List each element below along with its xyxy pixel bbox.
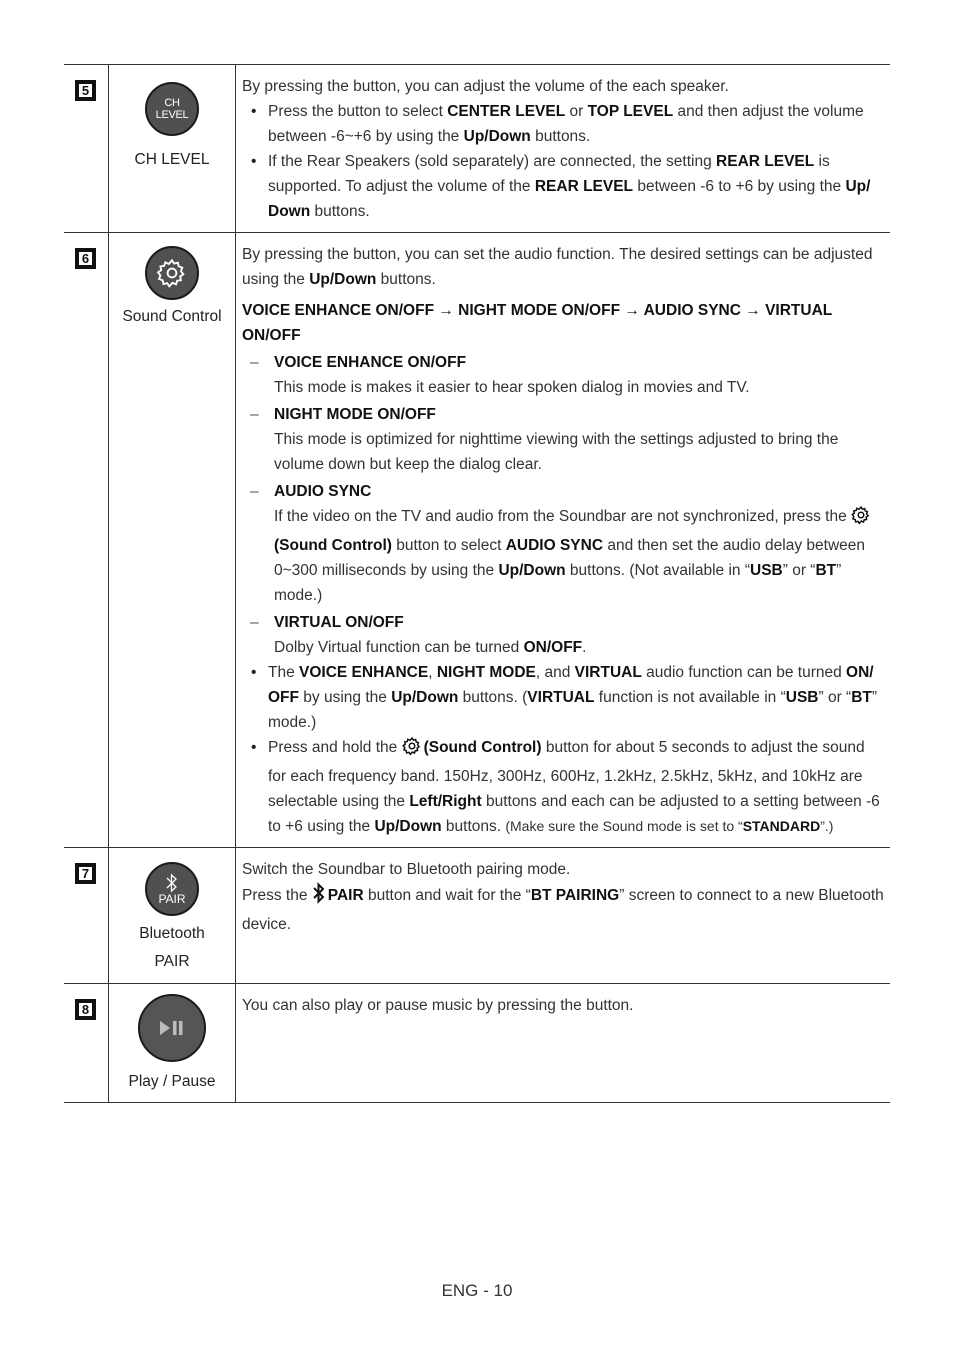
description-line: Switch the Soundbar to Bluetooth pairing mode. <box>242 861 571 878</box>
row-number-badge: 7 <box>75 863 96 884</box>
button-label: Sound Control <box>122 308 222 325</box>
list-item: • The VOICE ENHANCE, NIGHT MODE, and VIRTUAL audio function can be turned ON/ OFF by using the Up/Down buttons. (VIRTUAL function is not available in “USB” or “BT” mode.) <box>242 660 884 735</box>
mode-sequence: VOICE ENHANCE ON/OFF → NIGHT MODE ON/OFF → AUDIO SYNC → VIRTUAL ON/OFF <box>242 302 832 344</box>
table-row <box>64 984 890 1103</box>
table-row <box>64 65 890 233</box>
mode-item: – NIGHT MODE ON/OFF This mode is optimized for nighttime viewing with the settings adjusted to bring the volume down but keep the dialog clear. <box>250 406 839 473</box>
button-label: Bluetooth PAIR <box>139 925 205 970</box>
list-item: • Press the button to select CENTER LEVEL or TOP LEVEL and then adjust the volume between -6~+6 by using the Up/Down buttons. <box>242 99 884 149</box>
ch-level-button-icon: CH LEVEL <box>145 82 199 136</box>
function-table <box>64 64 890 1103</box>
description-line: You can also play or pause music by pressing the button. <box>242 997 634 1014</box>
mode-item: – VIRTUAL ON/OFF Dolby Virtual function can be turned ON/OFF. <box>250 614 587 656</box>
bluetooth-icon <box>312 882 326 912</box>
row-number-badge: 8 <box>75 999 96 1020</box>
mode-item: – VOICE ENHANCE ON/OFF This mode is makes it easier to hear spoken dialog in movies and TV. <box>250 354 750 396</box>
description-intro: By pressing the button, you can adjust the volume of the each speaker. <box>242 78 729 95</box>
mode-item: – AUDIO SYNC If the video on the TV and audio from the Soundbar are not synchronized, press the (Sound Control) button to select AUDIO SYNC and then set the audio delay between 0~300 milliseconds by using the Up/Down buttons. (Not available in “USB” or “BT” mode.) <box>242 479 884 608</box>
gear-icon <box>402 736 422 764</box>
table-row <box>64 233 890 848</box>
list-item: • Press and hold the (Sound Control) button for about 5 seconds to adjust the sound for each frequency band. 150Hz, 300Hz, 600Hz, 1.2kHz, 2.5kHz, 5kHz, and 10kHz are selectable using the Left/Right buttons and each can be adjusted to a setting between -6 to +6 using the Up/Down buttons. (Make sure the Sound mode is set to “STANDARD”.) <box>242 735 884 839</box>
play-pause-icon <box>138 994 206 1062</box>
button-label: CH LEVEL <box>134 151 210 168</box>
gear-icon <box>145 246 199 300</box>
table-row <box>64 848 890 984</box>
row-number-badge: 5 <box>75 80 96 101</box>
list-item: • If the Rear Speakers (sold separately) are connected, the setting REAR LEVEL is supported. To adjust the volume of the REAR LEVEL between -6 to +6 by using the Up/ Down buttons. <box>242 149 884 224</box>
description-intro: By pressing the button, you can set the audio function. The desired settings can be adjusted using the Up/Down buttons. <box>242 246 873 288</box>
page-number: ENG - 10 <box>441 1281 513 1300</box>
description-line: Press the PAIR button and wait for the “BT PAIRING” screen to connect to a new Bluetooth device. <box>242 882 884 937</box>
bluetooth-icon <box>165 873 179 893</box>
row-number-badge: 6 <box>75 248 96 269</box>
gear-icon <box>851 505 871 533</box>
button-label: Play / Pause <box>128 1073 216 1090</box>
bluetooth-pair-button-icon: PAIR <box>145 862 199 916</box>
